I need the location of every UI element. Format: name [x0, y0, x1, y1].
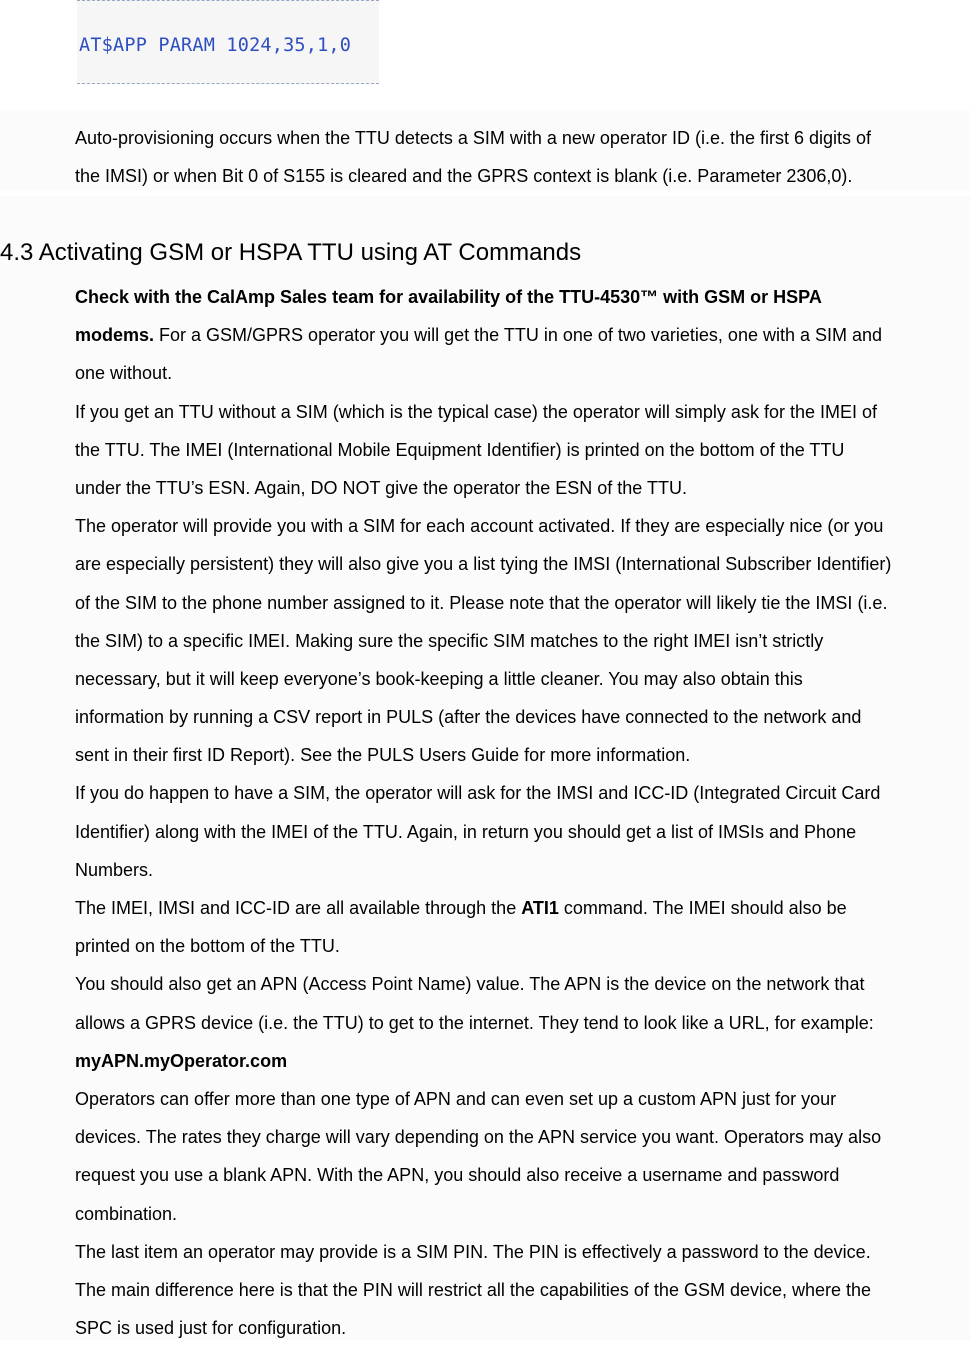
paragraph-text: The IMEI, IMSI and ICC-ID are all available through the [75, 898, 522, 918]
apn-example: myAPN.myOperator.com [75, 1050, 288, 1071]
paragraph-line: The last item an operator may provide is a SIM PIN. The PIN is effectively a password to the device. [75, 1241, 871, 1262]
paragraph-line: Operators can offer more than one type of APN and can even set up a custom APN just for your [75, 1088, 837, 1109]
body-text [75, 278, 968, 1347]
paragraph-line: SPC is used just for configuration. [75, 1318, 347, 1339]
paragraph-line: request you use a blank APN. With the APN, you should also receive a username and password [75, 1165, 840, 1186]
paragraph-line: Identifier) along with the IMEI of the TTU. Again, in return you should get a list of IMSIs and Phone [75, 821, 857, 842]
paragraph-line: sent in their first ID Report). See the PULS Users Guide for more information. [75, 745, 691, 766]
section-heading: 4.3 Activating GSM or HSPA TTU using AT Commands [0, 239, 582, 266]
paragraph-line: one without. [75, 363, 173, 384]
paragraph-line: combination. [75, 1203, 178, 1224]
paragraph-line: the SIM) to a specific IMEI. Making sure the specific SIM matches to the right IMEI isn’t strictly [75, 630, 824, 651]
paragraph-line [75, 278, 968, 316]
intro-line: Auto-provisioning occurs when the TTU detects a SIM with a new operator ID (i.e. the first 6 digits of [75, 128, 872, 148]
paragraph-text: command. The IMEI should also be [558, 898, 847, 918]
paragraph-line: information by running a CSV report in PULS (after the devices have connected to the network and [75, 707, 862, 728]
paragraph-line: necessary, but it will keep everyone’s book-keeping a little cleaner. You may also obtain this [75, 668, 803, 689]
paragraph-line: Numbers. [75, 859, 154, 880]
paragraph-line: The main difference here is that the PIN will restrict all the capabilities of the GSM device, where the [75, 1279, 872, 1300]
command-name: ATI1 [521, 898, 559, 918]
paragraph-line: allows a GPRS device (i.e. the TTU) to get to the internet. They tend to look like a URL, for example: [75, 1012, 874, 1033]
code-block [77, 0, 379, 84]
intro-line: the IMSI) or when Bit 0 of S155 is cleared and the GPRS context is blank (i.e. Parameter 2306,0). [75, 166, 853, 187]
paragraph-line: If you get an TTU without a SIM (which is the typical case) the operator will simply ask for the IMEI of [75, 401, 877, 422]
paragraph-line: You should also get an APN (Access Point Name) value. The APN is the device on the network that [75, 974, 865, 995]
bold-text: modems. [75, 325, 155, 346]
paragraph-line: printed on the bottom of the TTU. [75, 936, 340, 957]
paragraph-line: the TTU. The IMEI (International Mobile Equipment Identifier) is printed on the bottom of the TTU [75, 439, 845, 460]
paragraph-line [75, 316, 968, 354]
paragraph-line: are especially persistent) they will also give you a list tying the IMSI (International Subscriber Identifier) [75, 554, 892, 575]
bold-text: Check with the CalAmp Sales team for availability of the TTU-4530™ with GSM or HSPA [75, 287, 822, 307]
code-command: AT$APP PARAM 1024,35,1,0 [79, 35, 352, 56]
paragraph-text: For a GSM/GPRS operator you will get the TTU in one of two varieties, one with a SIM and [154, 325, 883, 346]
intro-paragraph [75, 119, 968, 195]
paragraph-line: If you do happen to have a SIM, the operator will ask for the IMSI and ICC-ID (Integrated Circuit Card [75, 783, 881, 804]
paragraph-line: The operator will provide you with a SIM for each account activated. If they are especially nice (or you [75, 516, 884, 537]
paragraph-line: under the TTU’s ESN. Again, DO NOT give the operator the ESN of the TTU. [75, 477, 687, 498]
paragraph-line [75, 1042, 968, 1080]
paragraph-line: of the SIM to the phone number assigned to it. Please note that the operator will likely tie the IMSI (i.e. [75, 592, 888, 613]
paragraph-line: devices. The rates they charge will vary depending on the APN service you want. Operators may also [75, 1127, 882, 1148]
paragraph-line [75, 889, 968, 927]
